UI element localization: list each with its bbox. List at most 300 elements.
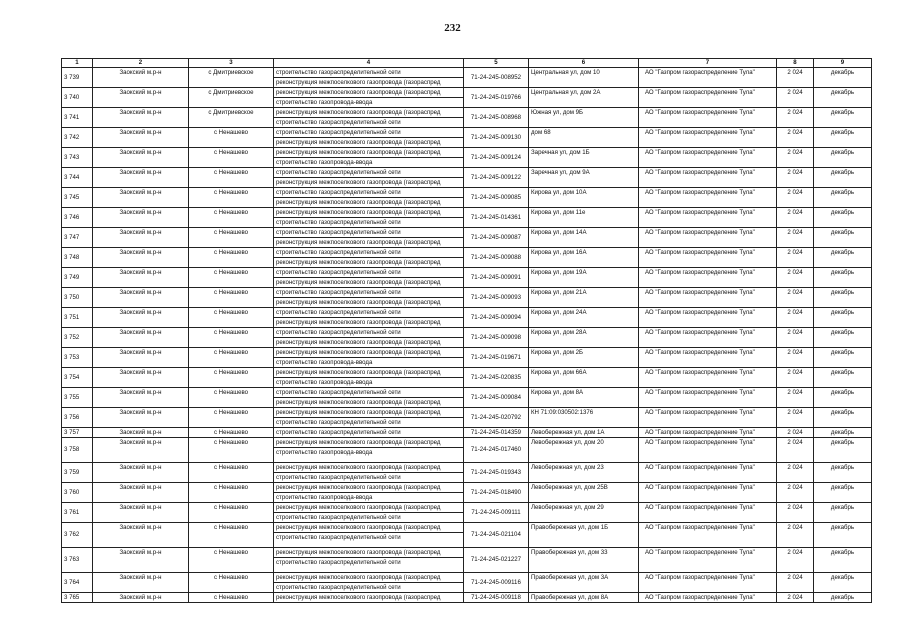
table-row bbox=[62, 573, 872, 593]
works-cell bbox=[274, 428, 464, 438]
row-number: 3 752 bbox=[62, 328, 93, 348]
work-type-line: строительство газораспределительной сети bbox=[276, 429, 401, 436]
work-type-line: строительство газопровода-ввода bbox=[274, 157, 463, 167]
works-cell bbox=[274, 168, 464, 188]
year-cell: 2 024 bbox=[777, 368, 814, 388]
month-cell: декабрь bbox=[814, 248, 872, 268]
header-cell: 5 bbox=[464, 59, 529, 68]
locality-cell: с Ненашево bbox=[189, 503, 274, 523]
work-type-line: строительство газораспределительной сети bbox=[276, 249, 401, 256]
table-row bbox=[62, 368, 872, 388]
locality-cell: с Ненашево bbox=[189, 268, 274, 288]
works-cell bbox=[274, 573, 464, 593]
locality-cell: с Ненашево bbox=[189, 573, 274, 593]
locality-cell: с Ненашево bbox=[189, 288, 274, 308]
month-cell: декабрь bbox=[814, 388, 872, 408]
month-cell: декабрь bbox=[814, 188, 872, 208]
organization-cell: АО "Газпром газораспределение Тула" bbox=[639, 328, 777, 348]
works-cell bbox=[274, 208, 464, 228]
district-cell: Заокский м.р-н bbox=[93, 573, 189, 593]
object-code-cell: 71-24-245-009087 bbox=[464, 228, 529, 248]
object-code-cell: 71-24-245-020835 bbox=[464, 368, 529, 388]
works-cell bbox=[274, 268, 464, 288]
work-type-line: строительство газораспределительной сети bbox=[276, 269, 401, 276]
object-code-cell: 71-24-245-008952 bbox=[464, 68, 529, 88]
work-type-line: реконструкция межпоселкового газопровода (газораспред bbox=[274, 197, 463, 207]
table-row bbox=[62, 548, 872, 573]
district-cell: Заокский м.р-н bbox=[93, 308, 189, 328]
table-row bbox=[62, 88, 872, 108]
works-cell bbox=[274, 148, 464, 168]
month-cell: декабрь bbox=[814, 368, 872, 388]
month-cell: декабрь bbox=[814, 68, 872, 88]
address-cell: КН 71:09:030502:1376 bbox=[529, 408, 639, 428]
row-number: 3 763 bbox=[62, 548, 93, 573]
work-type-line: строительство газораспределительной сети bbox=[276, 329, 401, 336]
address-cell: Левобережная ул, дом 25В bbox=[529, 483, 639, 503]
organization-cell: АО "Газпром газораспределение Тула" bbox=[639, 408, 777, 428]
locality-cell: с Ненашево bbox=[189, 388, 274, 408]
works-cell bbox=[274, 108, 464, 128]
locality-cell: с Ненашево bbox=[189, 548, 274, 573]
row-number: 3 765 bbox=[62, 593, 93, 603]
work-type-line: строительство газораспределительной сети bbox=[276, 189, 401, 196]
works-cell bbox=[274, 188, 464, 208]
row-number: 3 761 bbox=[62, 503, 93, 523]
object-code-cell: 71-24-245-009084 bbox=[464, 388, 529, 408]
year-cell: 2 024 bbox=[777, 388, 814, 408]
work-type-line: строительство газораспределительной сети bbox=[274, 417, 463, 427]
district-cell: Заокский м.р-н bbox=[93, 268, 189, 288]
district-cell: Заокский м.р-н bbox=[93, 208, 189, 228]
address-cell: Кирова ул, дом 8А bbox=[529, 388, 639, 408]
organization-cell: АО "Газпром газораспределение Тула" bbox=[639, 88, 777, 108]
organization-cell: АО "Газпром газораспределение Тула" bbox=[639, 168, 777, 188]
row-number: 3 747 bbox=[62, 228, 93, 248]
row-number: 3 749 bbox=[62, 268, 93, 288]
row-number: 3 748 bbox=[62, 248, 93, 268]
month-cell: декабрь bbox=[814, 348, 872, 368]
locality-cell: с Ненашево bbox=[189, 483, 274, 503]
row-number: 3 756 bbox=[62, 408, 93, 428]
district-cell: Заокский м.р-н bbox=[93, 438, 189, 463]
object-code-cell: 71-24-245-018490 bbox=[464, 483, 529, 503]
locality-cell: с Ненашево bbox=[189, 408, 274, 428]
works-cell bbox=[274, 408, 464, 428]
month-cell: декабрь bbox=[814, 268, 872, 288]
row-number: 3 759 bbox=[62, 463, 93, 483]
locality-cell: с Ненашево bbox=[189, 308, 274, 328]
object-code-cell: 71-24-245-017460 bbox=[464, 438, 529, 463]
month-cell: декабрь bbox=[814, 228, 872, 248]
organization-cell: АО "Газпром газораспределение Тула" bbox=[639, 128, 777, 148]
work-type-line: строительство газораспределительной сети bbox=[276, 289, 401, 296]
year-cell: 2 024 bbox=[777, 523, 814, 548]
organization-cell: АО "Газпром газораспределение Тула" bbox=[639, 268, 777, 288]
work-type-line: реконструкция межпоселкового газопровода (газораспред bbox=[276, 209, 441, 216]
work-type-line: строительство газопровода-ввода bbox=[274, 447, 463, 457]
district-cell: Заокский м.р-н bbox=[93, 88, 189, 108]
row-number: 3 753 bbox=[62, 348, 93, 368]
row-number: 3 757 bbox=[62, 428, 93, 438]
district-cell: Заокский м.р-н bbox=[93, 483, 189, 503]
district-cell: Заокский м.р-н bbox=[93, 228, 189, 248]
works-cell bbox=[274, 88, 464, 108]
work-type-line: строительство газораспределительной сети bbox=[276, 389, 401, 396]
work-type-line: строительство газораспределительной сети bbox=[274, 472, 463, 482]
locality-cell: с Ненашево bbox=[189, 523, 274, 548]
works-cell bbox=[274, 228, 464, 248]
work-type-line: реконструкция межпоселкового газопровода (газораспред bbox=[274, 297, 463, 307]
works-cell bbox=[274, 388, 464, 408]
object-code-cell: 71-24-245-009094 bbox=[464, 308, 529, 328]
organization-cell: АО "Газпром газораспределение Тула" bbox=[639, 548, 777, 573]
works-cell bbox=[274, 523, 464, 548]
object-code-cell: 71-24-245-009118 bbox=[464, 593, 529, 603]
locality-cell: с Дмитриевское bbox=[189, 68, 274, 88]
work-type-line: строительство газопровода-ввода bbox=[274, 357, 463, 367]
address-cell: Кирова ул, дом 11е bbox=[529, 208, 639, 228]
month-cell: декабрь bbox=[814, 408, 872, 428]
month-cell: декабрь bbox=[814, 208, 872, 228]
address-cell: Левобережная ул, дом 29 bbox=[529, 503, 639, 523]
district-cell: Заокский м.р-н bbox=[93, 593, 189, 603]
locality-cell: с Ненашево bbox=[189, 128, 274, 148]
object-code-cell: 71-24-245-019343 bbox=[464, 463, 529, 483]
work-type-line: реконструкция межпоселкового газопровода (газораспред bbox=[276, 549, 441, 556]
district-cell: Заокский м.р-н bbox=[93, 548, 189, 573]
address-cell: Центральная ул, дом 10 bbox=[529, 68, 639, 88]
works-cell bbox=[274, 68, 464, 88]
month-cell: декабрь bbox=[814, 128, 872, 148]
locality-cell: с Дмитриевское bbox=[189, 108, 274, 128]
district-cell: Заокский м.р-н bbox=[93, 128, 189, 148]
locality-cell: с Ненашево bbox=[189, 248, 274, 268]
year-cell: 2 024 bbox=[777, 438, 814, 463]
table-row bbox=[62, 438, 872, 463]
year-cell: 2 024 bbox=[777, 328, 814, 348]
year-cell: 2 024 bbox=[777, 348, 814, 368]
work-type-line: реконструкция межпоселкового газопровода (газораспред bbox=[274, 397, 463, 407]
table-row bbox=[62, 268, 872, 288]
organization-cell: АО "Газпром газораспределение Тула" bbox=[639, 593, 777, 603]
month-cell: декабрь bbox=[814, 548, 872, 573]
works-cell bbox=[274, 328, 464, 348]
table-row bbox=[62, 288, 872, 308]
object-code-cell: 71-24-245-009088 bbox=[464, 248, 529, 268]
district-cell: Заокский м.р-н bbox=[93, 368, 189, 388]
organization-cell: АО "Газпром газораспределение Тула" bbox=[639, 503, 777, 523]
organization-cell: АО "Газпром газораспределение Тула" bbox=[639, 248, 777, 268]
year-cell: 2 024 bbox=[777, 108, 814, 128]
address-cell: Правобережная ул, дом 1Б bbox=[529, 523, 639, 548]
row-number: 3 744 bbox=[62, 168, 93, 188]
organization-cell: АО "Газпром газораспределение Тула" bbox=[639, 188, 777, 208]
locality-cell: с Ненашево bbox=[189, 368, 274, 388]
organization-cell: АО "Газпром газораспределение Тула" bbox=[639, 483, 777, 503]
year-cell: 2 024 bbox=[777, 148, 814, 168]
address-cell: Центральная ул, дом 2А bbox=[529, 88, 639, 108]
year-cell: 2 024 bbox=[777, 188, 814, 208]
month-cell: декабрь bbox=[814, 523, 872, 548]
work-type-line: строительство газораспределительной сети bbox=[276, 129, 401, 136]
work-type-line: реконструкция межпоселкового газопровода (газораспред bbox=[274, 177, 463, 187]
organization-cell: АО "Газпром газораспределение Тула" bbox=[639, 228, 777, 248]
district-cell: Заокский м.р-н bbox=[93, 188, 189, 208]
organization-cell: АО "Газпром газораспределение Тула" bbox=[639, 368, 777, 388]
work-type-line: строительство газораспределительной сети bbox=[276, 69, 401, 76]
table-row bbox=[62, 228, 872, 248]
object-code-cell: 71-24-245-019671 bbox=[464, 348, 529, 368]
row-number: 3 754 bbox=[62, 368, 93, 388]
works-table bbox=[61, 58, 872, 603]
works-cell bbox=[274, 483, 464, 503]
month-cell: декабрь bbox=[814, 573, 872, 593]
district-cell: Заокский м.р-н bbox=[93, 523, 189, 548]
district-cell: Заокский м.р-н bbox=[93, 408, 189, 428]
locality-cell: с Ненашево bbox=[189, 188, 274, 208]
work-type-line: реконструкция межпоселкового газопровода (газораспред bbox=[276, 89, 441, 96]
address-cell: Правобережная ул, дом 8А bbox=[529, 593, 639, 603]
work-type-line: реконструкция межпоселкового газопровода (газораспред bbox=[276, 574, 441, 581]
address-cell: Кирова ул, дом 21А bbox=[529, 288, 639, 308]
address-cell: Южная ул, дом 9Б bbox=[529, 108, 639, 128]
works-cell bbox=[274, 308, 464, 328]
district-cell: Заокский м.р-н bbox=[93, 463, 189, 483]
object-code-cell: 71-24-245-021104 bbox=[464, 523, 529, 548]
year-cell: 2 024 bbox=[777, 548, 814, 573]
object-code-cell: 71-24-245-020792 bbox=[464, 408, 529, 428]
table-row bbox=[62, 388, 872, 408]
locality-cell: с Ненашево bbox=[189, 148, 274, 168]
year-cell: 2 024 bbox=[777, 268, 814, 288]
locality-cell: с Ненашево bbox=[189, 168, 274, 188]
month-cell: декабрь bbox=[814, 308, 872, 328]
address-cell: Кирова ул, дом 10А bbox=[529, 188, 639, 208]
organization-cell: АО "Газпром газораспределение Тула" bbox=[639, 523, 777, 548]
work-type-line: строительство газопровода-ввода bbox=[274, 97, 463, 107]
address-cell: Левобережная ул, дом 20 bbox=[529, 438, 639, 463]
work-type-line: строительство газораспределительной сети bbox=[274, 532, 463, 542]
table-row bbox=[62, 428, 872, 438]
table-row bbox=[62, 463, 872, 483]
district-cell: Заокский м.р-н bbox=[93, 348, 189, 368]
object-code-cell: 71-24-245-009116 bbox=[464, 573, 529, 593]
locality-cell: с Ненашево bbox=[189, 438, 274, 463]
object-code-cell: 71-24-245-014359 bbox=[464, 428, 529, 438]
address-cell: Кирова ул, дом 2Б bbox=[529, 348, 639, 368]
locality-cell: с Ненашево bbox=[189, 208, 274, 228]
table-row bbox=[62, 68, 872, 88]
works-cell bbox=[274, 463, 464, 483]
object-code-cell: 71-24-245-009093 bbox=[464, 288, 529, 308]
works-cell bbox=[274, 248, 464, 268]
header-cell: 9 bbox=[814, 59, 872, 68]
header-cell: 6 bbox=[529, 59, 639, 68]
year-cell: 2 024 bbox=[777, 248, 814, 268]
year-cell: 2 024 bbox=[777, 208, 814, 228]
district-cell: Заокский м.р-н bbox=[93, 503, 189, 523]
row-number: 3 764 bbox=[62, 573, 93, 593]
header-row bbox=[62, 59, 872, 68]
table-row bbox=[62, 108, 872, 128]
row-number: 3 746 bbox=[62, 208, 93, 228]
address-cell: Левобережная ул, дом 23 bbox=[529, 463, 639, 483]
work-type-line: реконструкция межпоселкового газопровода (газораспред bbox=[274, 77, 463, 87]
work-type-line: реконструкция межпоселкового газопровода (газораспред bbox=[276, 484, 441, 491]
row-number: 3 742 bbox=[62, 128, 93, 148]
work-type-line: реконструкция межпоселкового газопровода (газораспред bbox=[274, 337, 463, 347]
organization-cell: АО "Газпром газораспределение Тула" bbox=[639, 108, 777, 128]
object-code-cell: 71-24-245-009098 bbox=[464, 328, 529, 348]
address-cell: Заречная ул, дом 1Б bbox=[529, 148, 639, 168]
table-row bbox=[62, 148, 872, 168]
work-type-line: строительство газораспределительной сети bbox=[276, 169, 401, 176]
work-type-line: реконструкция межпоселкового газопровода (газораспред bbox=[276, 524, 441, 531]
address-cell: Заречная ул, дом 9А bbox=[529, 168, 639, 188]
month-cell: декабрь bbox=[814, 88, 872, 108]
address-cell: Кирова ул, дом 24А bbox=[529, 308, 639, 328]
organization-cell: АО "Газпром газораспределение Тула" bbox=[639, 348, 777, 368]
district-cell: Заокский м.р-н bbox=[93, 68, 189, 88]
address-cell: Кирова ул, дом 14А bbox=[529, 228, 639, 248]
month-cell: декабрь bbox=[814, 108, 872, 128]
table-body bbox=[62, 68, 872, 603]
works-cell bbox=[274, 128, 464, 148]
year-cell: 2 024 bbox=[777, 68, 814, 88]
row-number: 3 755 bbox=[62, 388, 93, 408]
work-type-line: строительство газопровода-ввода bbox=[274, 377, 463, 387]
work-type-line: строительство газораспределительной сети bbox=[274, 557, 463, 567]
month-cell: декабрь bbox=[814, 328, 872, 348]
table-row bbox=[62, 128, 872, 148]
row-number: 3 758 bbox=[62, 438, 93, 463]
table-row bbox=[62, 408, 872, 428]
month-cell: декабрь bbox=[814, 483, 872, 503]
row-number: 3 740 bbox=[62, 88, 93, 108]
year-cell: 2 024 bbox=[777, 288, 814, 308]
header-cell: 3 bbox=[189, 59, 274, 68]
table-row bbox=[62, 248, 872, 268]
locality-cell: с Дмитриевское bbox=[189, 88, 274, 108]
district-cell: Заокский м.р-н bbox=[93, 388, 189, 408]
table-row bbox=[62, 483, 872, 503]
header-cell: 8 bbox=[777, 59, 814, 68]
district-cell: Заокский м.р-н bbox=[93, 248, 189, 268]
organization-cell: АО "Газпром газораспределение Тула" bbox=[639, 308, 777, 328]
month-cell: декабрь bbox=[814, 593, 872, 603]
year-cell: 2 024 bbox=[777, 228, 814, 248]
locality-cell: с Ненашево bbox=[189, 348, 274, 368]
district-cell: Заокский м.р-н bbox=[93, 168, 189, 188]
locality-cell: с Ненашево bbox=[189, 463, 274, 483]
object-code-cell: 71-24-245-021227 bbox=[464, 548, 529, 573]
work-type-line: реконструкция межпоселкового газопровода (газораспред bbox=[274, 237, 463, 247]
table-row bbox=[62, 503, 872, 523]
district-cell: Заокский м.р-н bbox=[93, 108, 189, 128]
work-type-line: реконструкция межпоселкового газопровода (газораспред bbox=[276, 504, 441, 511]
address-cell: Кирова ул, дом 28А bbox=[529, 328, 639, 348]
header-cell: 7 bbox=[639, 59, 777, 68]
organization-cell: АО "Газпром газораспределение Тула" bbox=[639, 68, 777, 88]
work-type-line: строительство газораспределительной сети bbox=[274, 217, 463, 227]
header-cell: 4 bbox=[274, 59, 464, 68]
year-cell: 2 024 bbox=[777, 593, 814, 603]
work-type-line: реконструкция межпоселкового газопровода (газораспред bbox=[276, 349, 441, 356]
table-row bbox=[62, 328, 872, 348]
work-type-line: реконструкция межпоселкового газопровода (газораспред bbox=[276, 464, 441, 471]
month-cell: декабрь bbox=[814, 438, 872, 463]
year-cell: 2 024 bbox=[777, 88, 814, 108]
table-row bbox=[62, 348, 872, 368]
table-row bbox=[62, 523, 872, 548]
works-cell bbox=[274, 348, 464, 368]
locality-cell: с Ненашево bbox=[189, 593, 274, 603]
works-cell bbox=[274, 288, 464, 308]
district-cell: Заокский м.р-н bbox=[93, 428, 189, 438]
work-type-line: строительство газораспределительной сети bbox=[274, 512, 463, 522]
locality-cell: с Ненашево bbox=[189, 428, 274, 438]
work-type-line: строительство газораспределительной сети bbox=[274, 117, 463, 127]
organization-cell: АО "Газпром газораспределение Тула" bbox=[639, 438, 777, 463]
work-type-line: строительство газораспределительной сети bbox=[274, 582, 463, 592]
month-cell: декабрь bbox=[814, 148, 872, 168]
object-code-cell: 71-24-245-009091 bbox=[464, 268, 529, 288]
row-number: 3 751 bbox=[62, 308, 93, 328]
work-type-line: реконструкция межпоселкового газопровода (газораспред bbox=[276, 409, 441, 416]
year-cell: 2 024 bbox=[777, 503, 814, 523]
month-cell: декабрь bbox=[814, 168, 872, 188]
address-cell: Кирова ул, дом 19А bbox=[529, 268, 639, 288]
year-cell: 2 024 bbox=[777, 573, 814, 593]
district-cell: Заокский м.р-н bbox=[93, 328, 189, 348]
object-code-cell: 71-24-245-009124 bbox=[464, 148, 529, 168]
organization-cell: АО "Газпром газораспределение Тула" bbox=[639, 573, 777, 593]
object-code-cell: 71-24-245-009085 bbox=[464, 188, 529, 208]
works-cell bbox=[274, 503, 464, 523]
object-code-cell: 71-24-245-014361 bbox=[464, 208, 529, 228]
organization-cell: АО "Газпром газораспределение Тула" bbox=[639, 428, 777, 438]
work-type-line: строительство газораспределительной сети bbox=[276, 309, 401, 316]
header-cell: 2 bbox=[93, 59, 189, 68]
year-cell: 2 024 bbox=[777, 308, 814, 328]
address-cell: Правобережная ул, дом 33 bbox=[529, 548, 639, 573]
work-type-line: реконструкция межпоселкового газопровода (газораспред bbox=[274, 317, 463, 327]
year-cell: 2 024 bbox=[777, 483, 814, 503]
work-type-line: реконструкция межпоселкового газопровода (газораспред bbox=[276, 149, 441, 156]
locality-cell: с Ненашево bbox=[189, 328, 274, 348]
works-cell bbox=[274, 593, 464, 603]
work-type-line: строительство газораспределительной сети bbox=[276, 229, 401, 236]
organization-cell: АО "Газпром газораспределение Тула" bbox=[639, 463, 777, 483]
row-number: 3 760 bbox=[62, 483, 93, 503]
work-type-line: реконструкция межпоселкового газопровода (газораспред bbox=[276, 369, 441, 376]
work-type-line: реконструкция межпоселкового газопровода (газораспред bbox=[276, 594, 441, 601]
year-cell: 2 024 bbox=[777, 408, 814, 428]
district-cell: Заокский м.р-н bbox=[93, 148, 189, 168]
address-cell: Правобережная ул, дом 3А bbox=[529, 573, 639, 593]
district-cell: Заокский м.р-н bbox=[93, 288, 189, 308]
organization-cell: АО "Газпром газораспределение Тула" bbox=[639, 148, 777, 168]
address-cell: дом 68 bbox=[529, 128, 639, 148]
year-cell: 2 024 bbox=[777, 128, 814, 148]
row-number: 3 743 bbox=[62, 148, 93, 168]
object-code-cell: 71-24-245-009122 bbox=[464, 168, 529, 188]
row-number: 3 745 bbox=[62, 188, 93, 208]
works-cell bbox=[274, 438, 464, 463]
organization-cell: АО "Газпром газораспределение Тула" bbox=[639, 388, 777, 408]
address-cell: Левобережная ул, дом 1А bbox=[529, 428, 639, 438]
